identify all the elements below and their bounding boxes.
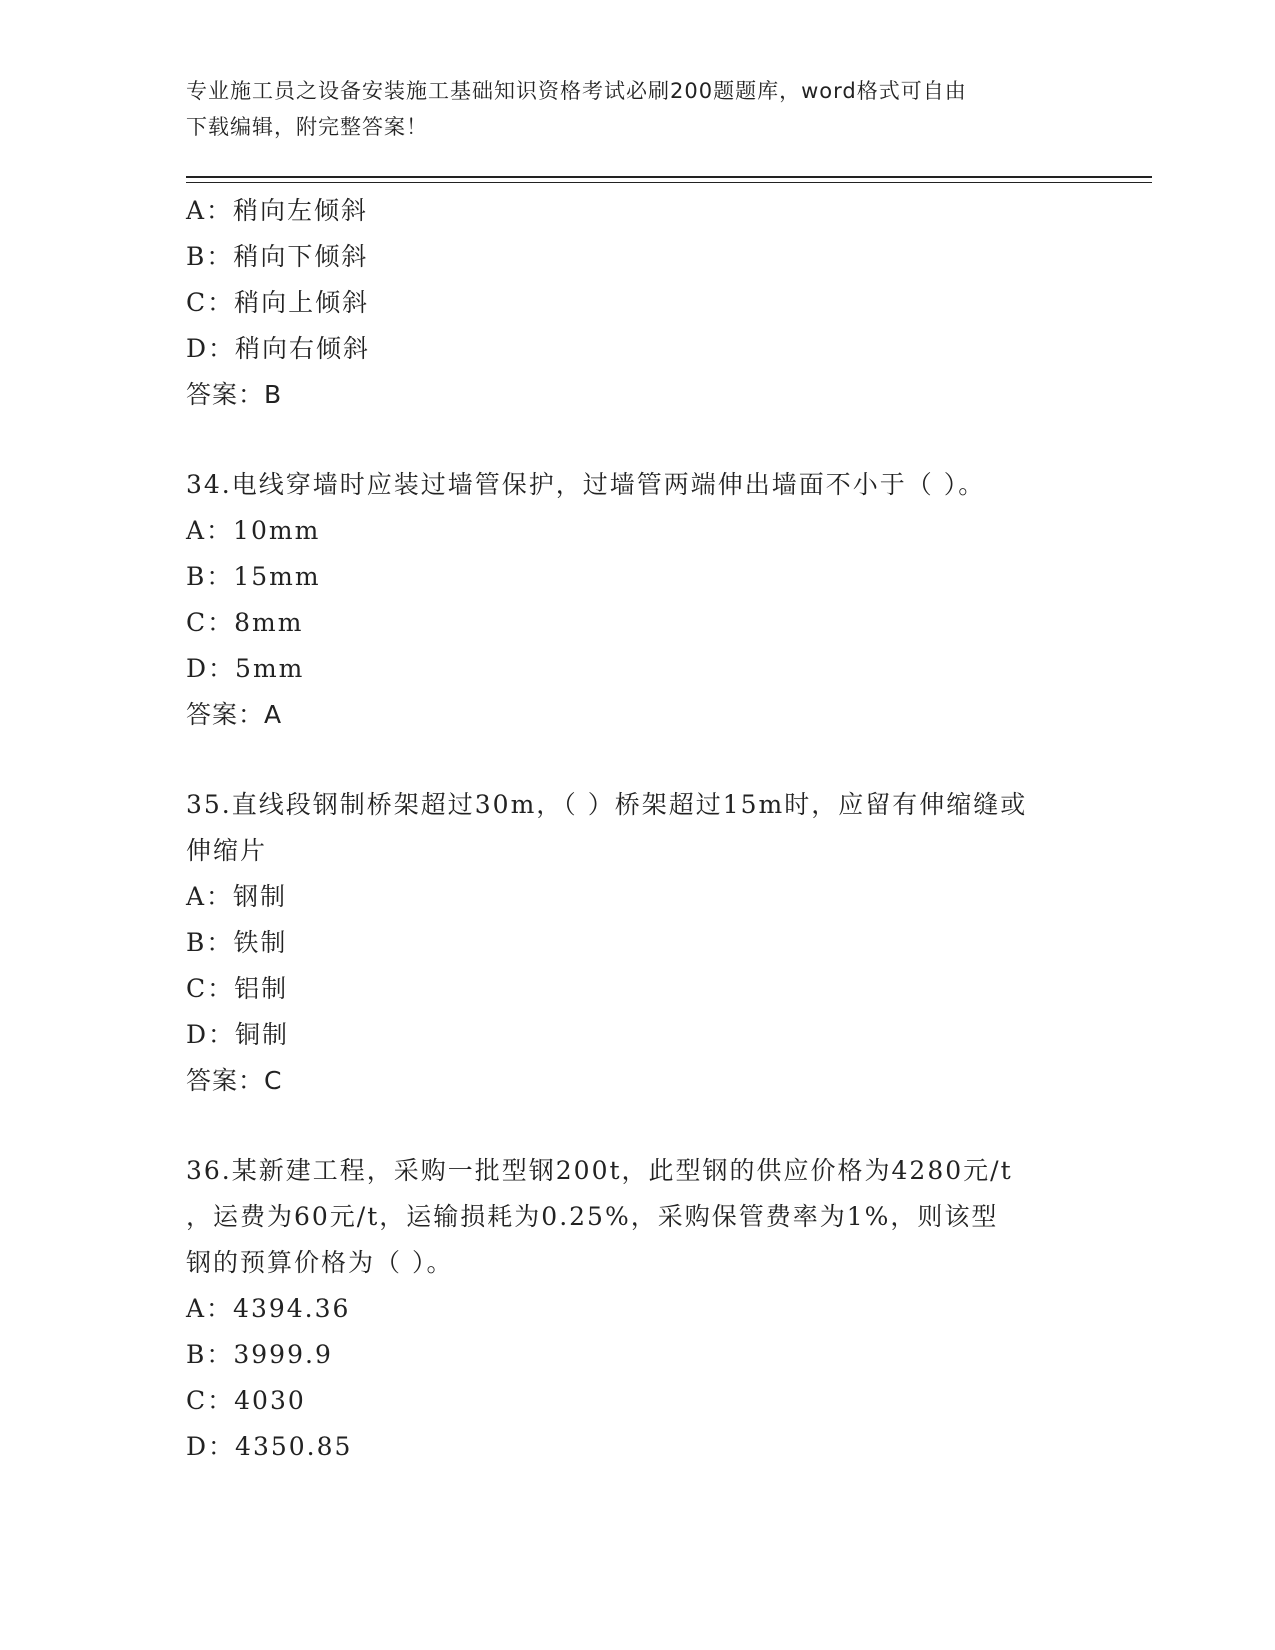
option-a: A：钢制 — [186, 882, 288, 911]
question-text-line-1: 36.某新建工程，采购一批型钢200t，此型钢的供应价格为4280元/t — [186, 1156, 1013, 1185]
question-36 — [186, 1148, 1086, 1470]
header-line-1: 专业施工员之设备安装施工基础知识资格考试必刷200题题库，word格式可自由 — [186, 79, 967, 103]
option-b: B：铁制 — [186, 928, 288, 957]
option-a: A：稍向左倾斜 — [186, 196, 369, 225]
header-divider-thick — [186, 176, 1152, 178]
option-c: C：稍向上倾斜 — [186, 288, 370, 317]
option-c: C：铝制 — [186, 974, 289, 1003]
document-header — [186, 73, 1086, 145]
option-c: C：8mm — [186, 608, 304, 637]
header-line-2: 下载编辑，附完整答案！ — [186, 115, 428, 139]
option-a: A：10mm — [186, 516, 321, 545]
option-d: D：稍向右倾斜 — [186, 334, 371, 363]
option-d: D：4350.85 — [186, 1432, 353, 1461]
option-b: B：3999.9 — [186, 1340, 333, 1369]
answer: 答案：C — [186, 1066, 283, 1095]
answer: 答案：A — [186, 700, 283, 729]
question-text-line-3: 钢的预算价格为（ ）。 — [186, 1248, 454, 1277]
question-text-line-2: 伸缩片 — [186, 836, 268, 865]
option-d: D：5mm — [186, 654, 305, 683]
question-34 — [186, 462, 1086, 738]
option-c: C：4030 — [186, 1386, 306, 1415]
question-text: 34.电线穿墙时应装过墙管保护，过墙管两端伸出墙面不小于（ ）。 — [186, 470, 986, 499]
option-b: B：稍向下倾斜 — [186, 242, 369, 271]
question-33 — [186, 188, 1086, 418]
option-a: A：4394.36 — [186, 1294, 351, 1323]
question-list — [186, 188, 1086, 1470]
question-text-line-2: ，运费为60元/t，运输损耗为0.25%，采购保管费率为1%，则该型 — [186, 1202, 999, 1231]
answer: 答案：B — [186, 380, 283, 409]
question-35 — [186, 782, 1086, 1104]
header-divider-thin — [186, 182, 1152, 183]
option-b: B：15mm — [186, 562, 321, 591]
question-text-line-1: 35.直线段钢制桥架超过30m，（ ）桥架超过15m时，应留有伸缩缝或 — [186, 790, 1028, 819]
option-d: D：铜制 — [186, 1020, 290, 1049]
